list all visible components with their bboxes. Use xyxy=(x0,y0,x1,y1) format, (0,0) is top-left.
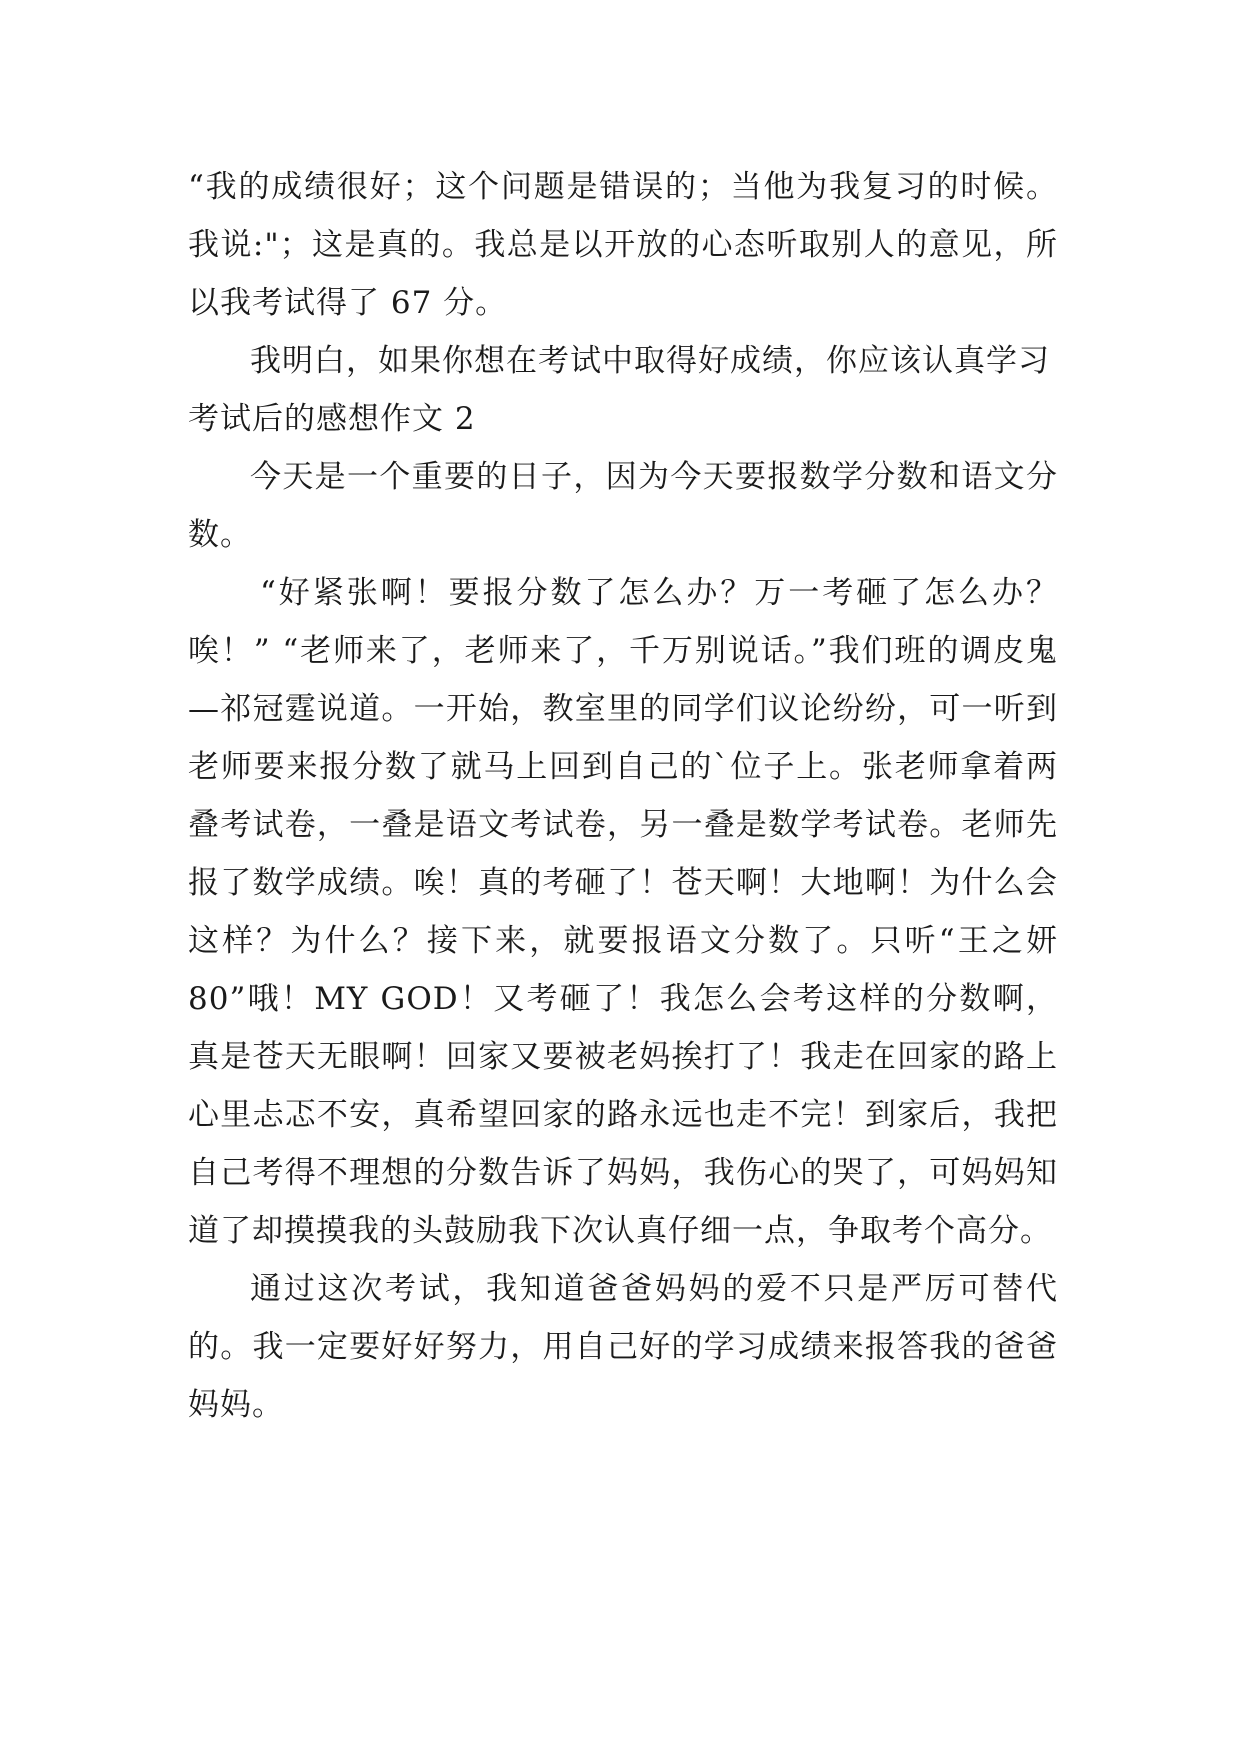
paragraph-1: “我的成绩很好；这个问题是错误的；当他为我复习的时候。我说:"；这是真的。我总是以开放的心态听取别人的意见，所以我考试得了 67 分。 xyxy=(188,169,1058,321)
essay-heading: 考试后的感想作文 2 xyxy=(188,401,476,437)
paragraph-3: 今天是一个重要的日子，因为今天要报数学分数和语文分数。 xyxy=(188,459,1058,553)
document-body xyxy=(188,158,1058,1434)
paragraph-2: 我明白，如果你想在考试中取得好成绩，你应该认真学习 xyxy=(250,343,1050,379)
paragraph-5: 通过这次考试，我知道爸爸妈妈的爱不只是严厉可替代的。我一定要好好努力，用自己好的学习成绩来报答我的爸爸妈妈。 xyxy=(188,1271,1058,1423)
paragraph-4: “好紧张啊！要报分数了怎么办？万一考砸了怎么办？唉！” “老师来了，老师来了，千万别说话。”我们班的调皮鬼—祁冠霆说道。一开始，教室里的同学们议论纷纷，可一听到老师要来报分数了就马上回到自己的`位子上。张老师拿着两叠考试卷，一叠是语文考试卷，另一叠是数学考试卷。老师先报了数学成绩。唉！真的考砸了！苍天啊！大地啊！为什么会这样？为什么？接下来，就要报语文分数了。只听“王之妍 80”哦！MY GOD！又考砸了！我怎么会考这样的分数啊，真是苍天无眼啊！回家又要被老妈挨打了！我走在回家的路上心里忐忑不安，真希望回家的路永远也走不完！到家后，我把自己考得不理想的分数告诉了妈妈，我伤心的哭了，可妈妈知道了却摸摸我的头鼓励我下次认真仔细一点，争取考个高分。 xyxy=(188,575,1058,1249)
